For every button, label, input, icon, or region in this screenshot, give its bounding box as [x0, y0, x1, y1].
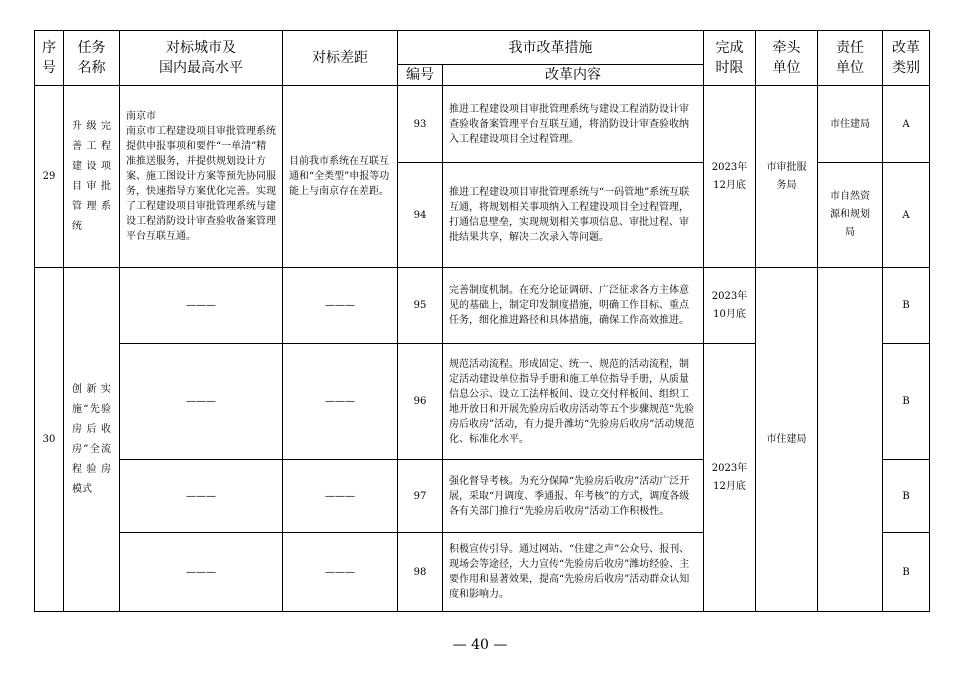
- number-cell: 96: [398, 344, 443, 460]
- deadline-cell: 2023年 12月底: [704, 86, 756, 268]
- table-row: [35, 268, 930, 344]
- seq-cell: 29: [35, 86, 64, 268]
- content-cell: 积极宣传引导。通过网站、“住建之声”公众号、报刊、现场会等途径，大力宣传“先验房后收房”潍坊经验、主要作用和显著效果，提高“先验房后收房”活动群众认知度和影响力。: [443, 533, 704, 612]
- benchmark-cell: ———: [120, 268, 283, 344]
- resp-unit-cell: 市自然资源和规划局: [818, 163, 883, 268]
- content-cell: 规范活动流程。形成固定、统一、规范的活动流程，制定活动建设单位指导手册和施工单位指导手册，从质量信息公示、设立工法样板间、设立交付样板间、组织工地开放日和开展先验房后收房活动等五个步骤规范“先验房后收房”活动，有力提升潍坊“先验房后收房”活动规范化、标准化水平。: [443, 344, 704, 460]
- gap-cell: ———: [283, 344, 398, 460]
- resp-unit-cell: [818, 268, 883, 612]
- task-name-cell: 升级完善工程建设项目审批管理系统: [64, 86, 120, 268]
- benchmark-cell: ———: [120, 344, 283, 460]
- category-cell: A: [883, 163, 930, 268]
- reform-table: [34, 30, 930, 612]
- header-benchmark: 对标城市及 国内最高水平: [120, 31, 283, 86]
- number-cell: 93: [398, 86, 443, 163]
- header-category: 改革 类别: [883, 31, 930, 86]
- gap-cell: 目前我市系统在互联互通和“全类型”申报等功能上与南京存在差距。: [283, 86, 398, 268]
- table-row: [35, 86, 930, 163]
- category-cell: B: [883, 533, 930, 612]
- header-gap: 对标差距: [283, 31, 398, 86]
- number-cell: 94: [398, 163, 443, 268]
- content-cell: 强化督导考核。为充分保障“先验房后收房”活动广泛开展，采取“月调度、季通报、年考核”的方式，调度各级各有关部门推行“先验房后收房”活动工作积极性。: [443, 460, 704, 533]
- header-task-name: 任务 名称: [64, 31, 120, 86]
- lead-unit-cell: 市住建局: [756, 268, 818, 612]
- benchmark-cell: 南京市 南京市工程建设项目审批管理系统提供申报事项和要件“一单清”精准推送服务，并提供规划设计方案、施工图设计方案等预先协同服务，快速指导方案优化完善。实现了工程建设项目审批管理系统与建设工程消防设计审查验收备案管理平台互联互通。: [120, 86, 283, 268]
- category-cell: B: [883, 460, 930, 533]
- seq-cell: 30: [35, 268, 64, 612]
- gap-cell: ———: [283, 460, 398, 533]
- header-lead-unit: 牵头 单位: [756, 31, 818, 86]
- number-cell: 98: [398, 533, 443, 612]
- content-cell: 完善制度机制。在充分论证调研、广泛征求各方主体意见的基础上，制定印发制度措施，明确工作目标、重点任务，细化推进路径和具体措施，确保工作高效推进。: [443, 268, 704, 344]
- header-measures: 我市改革措施: [398, 31, 704, 65]
- page-number: — 40 —: [452, 637, 508, 653]
- benchmark-cell: ———: [120, 460, 283, 533]
- number-cell: 97: [398, 460, 443, 533]
- lead-unit-cell: 市审批服务局: [756, 86, 818, 268]
- header-deadline: 完成 时限: [704, 31, 756, 86]
- header-seq: 序 号: [35, 31, 64, 86]
- task-name-cell: 创新实施“先验房后收房”全流程验房模式: [64, 268, 120, 612]
- header-content: 改革内容: [443, 65, 704, 86]
- number-cell: 95: [398, 268, 443, 344]
- gap-cell: ———: [283, 268, 398, 344]
- deadline-cell: 2023年 12月底: [704, 344, 756, 612]
- category-cell: A: [883, 86, 930, 163]
- content-cell: 推进工程建设项目审批管理系统与“一码管地”系统互联互通，将规划相关事项纳入工程建设项目全过程管理，打通信息壁垒，实现规划相关事项信息、审批过程、审批结果共享，解决二次录入等问题。: [443, 163, 704, 268]
- gap-cell: ———: [283, 533, 398, 612]
- deadline-cell: 2023年 10月底: [704, 268, 756, 344]
- category-cell: B: [883, 268, 930, 344]
- resp-unit-cell: 市住建局: [818, 86, 883, 163]
- header-resp-unit: 责任 单位: [818, 31, 883, 86]
- header-number: 编号: [398, 65, 443, 86]
- benchmark-cell: ———: [120, 533, 283, 612]
- content-cell: 推进工程建设项目审批管理系统与建设工程消防设计审查验收备案管理平台互联互通，将消防设计审查验收纳入工程建设项目全过程管理。: [443, 86, 704, 163]
- category-cell: B: [883, 344, 930, 460]
